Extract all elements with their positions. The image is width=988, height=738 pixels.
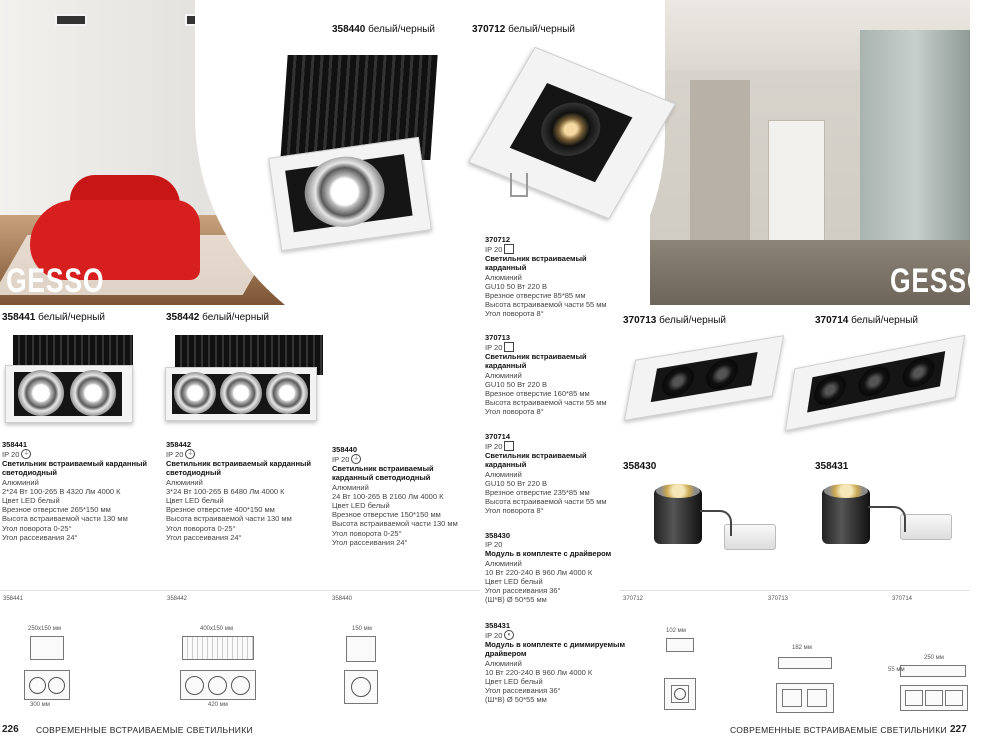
spec-code: 358441 [2,440,28,449]
spec-line: Цвет LED белый [485,677,543,687]
fixture-frame [468,47,676,219]
drawing-top-view [30,636,64,660]
cable [868,506,906,532]
product-title-358440: 358440 белый/черный [332,24,436,35]
spec-line: Врезное отверстие 235*85 мм [485,488,590,498]
drawing-inner-square [925,690,943,706]
product-title-370712: 370712 белый/черный [472,24,576,35]
fixture-image-370713 [625,335,780,425]
dim-label: 420 мм [208,702,228,708]
led-lens [656,484,700,498]
spec-line: Алюминий [485,558,522,568]
ceiling-spot [55,14,87,26]
drawing-side-view [666,638,694,652]
ip-rating: IP 20 [485,342,620,352]
drawing-358442 [170,626,260,710]
cable [700,510,732,536]
drawing-inner-square [807,689,827,707]
lens-ring [70,370,116,416]
drawing-front-view [900,685,968,711]
dim-label: 250 мм [924,655,944,661]
spec-block-358440 [332,445,472,547]
drawing-370714 [888,655,970,715]
square-icon [504,441,514,451]
drawing-top-view [182,636,254,660]
glass-partition [860,30,970,260]
drawing-label: 370714 [892,596,913,602]
spec-line: Угол поворота 0-25° [332,528,402,538]
ip-rating: IP 20 ◐ [485,630,625,640]
spec-line: Алюминий [332,482,369,492]
spec-line: (Ш*В) Ø 50*55 мм [485,695,547,705]
spec-line: Угол рассеивания 24° [166,532,242,542]
module-image-358430 [650,480,780,575]
square-icon [504,342,514,352]
spec-line: (Ш*В) Ø 50*55 мм [485,595,547,605]
spec-line: Врезное отверстие 85*85 мм [485,291,586,301]
ip-rating: IP 20 [485,540,503,550]
spec-line: Алюминий [485,370,522,380]
spec-line: Высота встраиваемой части 130 мм [2,514,128,524]
drawing-label: 370713 [768,596,789,602]
spec-code: 370712 [485,235,511,244]
fixture-frame [624,335,784,421]
spec-line: Алюминий [485,272,522,282]
spec-line: Алюминий [485,469,522,479]
fixture-image-370712 [486,45,666,225]
spec-line: 24 Вт 100-265 В 2160 Лм 4000 К [332,491,444,501]
spec-code: 370714 [485,432,511,441]
fixture-frame [785,335,965,431]
square-icon [504,244,514,254]
drawing-circle [674,688,686,700]
spec-name: Светильник встраиваемый карданный [485,451,587,470]
lens-ring [266,372,308,414]
fixture-frame [165,367,317,421]
product-title-358441: 358441 белый/черный [2,312,106,323]
ip-rating: IP 20 ⏚ [166,449,194,459]
spec-line: 10 Вт 220-240 В 960 Лм 4000 К [485,567,593,577]
fixture-frame [5,365,133,423]
interior-photo-right [650,0,970,305]
dim-label: 55 мм [888,667,905,673]
ground-icon: ⏚ [23,451,30,458]
spec-line: 10 Вт 220-240 В 960 Лм 4000 К [485,667,593,677]
ip-rating: IP 20 ⏚ [332,454,360,464]
spec-line: Врезное отверстие 160*85 мм [485,389,590,399]
lens-ring [18,370,64,416]
spec-block-358431 [485,621,625,705]
spring-clip [510,173,528,197]
ground-icon: ⏚ [187,451,194,458]
drawing-front-view [344,670,378,704]
drawing-label: 358441 [3,596,24,602]
spec-block-358441 [2,440,162,542]
page-number-right: 227 [950,724,967,735]
fixture-image-358440 [270,55,450,245]
led-lens [824,484,868,498]
spec-line: GU10 50 Вт 220 В [485,379,547,389]
spec-line: Угол поворота 8° [485,506,544,516]
spec-line: Высота встраиваемой части 55 мм [485,497,607,507]
footer-section-right: СОВРЕМЕННЫЕ ВСТРАИВАЕМЫЕ СВЕТИЛЬНИКИ [730,725,947,735]
product-title-358430: 358430 [623,461,657,472]
brand-title-right: GESSO [890,262,988,300]
spec-line: Врезное отверстие 400*150 мм [166,505,275,515]
spec-block-370712 [485,235,620,319]
fixture-image-370714 [790,335,960,435]
spec-code: 358442 [166,440,192,449]
fixture-image-358441 [5,335,135,425]
spec-line: Алюминий [485,658,522,668]
product-title-370714: 370714 белый/черный [815,315,919,326]
spec-line: Угол рассеивания 36° [485,586,561,596]
dim-label: 300 мм [30,702,50,708]
dim-label: 150 мм [352,626,372,632]
spec-line: Цвет LED белый [2,496,60,506]
page-number-left: 226 [2,724,19,735]
drawings-divider-right [620,590,970,591]
drawing-circle [208,676,227,695]
drawing-inner-square [905,690,923,706]
drawing-370713 [768,645,838,715]
ip-rating: IP 20 ⏚ [2,449,30,459]
dim-label: 102 мм [666,628,686,634]
spec-line: Угол поворота 8° [485,407,544,417]
spec-line: Угол рассеивания 24° [2,532,78,542]
drawing-inner-square [782,689,802,707]
drawing-circle [351,677,371,697]
drawing-side-view [900,665,966,677]
drawing-side-view [778,657,832,669]
spec-code: 358431 [485,621,511,630]
dim-label: 250x150 мм [28,626,61,632]
spec-line: GU10 50 Вт 220 В [485,478,547,488]
drawing-top-view [346,636,376,662]
spec-line: Высота встраиваемой части 130 мм [166,514,292,524]
drawing-label: 358442 [167,596,188,602]
drawing-front-view [776,683,834,713]
spec-code: 370713 [485,333,511,342]
spec-line: Алюминий [2,477,39,487]
drawings-divider-left [0,590,480,591]
drawing-circle [29,677,46,694]
brand-title-left: GESSO [6,262,105,300]
fixture-image-358442 [165,335,325,425]
drawing-label: 370712 [623,596,644,602]
spec-line: Угол поворота 0-25° [2,523,72,533]
spec-line: Высота встраиваемой части 55 мм [485,300,607,310]
spec-block-358430 [485,531,625,605]
dim-label: 182 мм [792,645,812,651]
drawing-inner-square [671,685,689,703]
spec-line: Высота встраиваемой части 55 мм [485,398,607,408]
spec-code: 358440 [332,445,358,454]
module-image-358431 [818,480,958,575]
drawing-circle [48,677,65,694]
spec-name: Светильник встраиваемый карданный [485,254,587,273]
spec-line: Высота встраиваемой части 130 мм [332,519,458,529]
spec-name: Модуль в комплекте с диммируемым драйвером [485,640,626,659]
spec-line: Врезное отверстие 150*150 мм [332,510,441,520]
drawing-358441 [10,626,70,710]
spec-line: Цвет LED белый [485,577,543,587]
spec-line: Цвет LED белый [332,501,390,511]
ip-rating: IP 20 [485,441,620,451]
spec-line: GU10 50 Вт 220 В [485,281,547,291]
spec-name: Светильник встраиваемый карданный [485,352,587,371]
spec-name: Светильник встраиваемый карданный светодиодный [166,459,311,478]
drawing-front-view [664,678,696,710]
lens-ring [220,372,262,414]
dim-label: 400x150 мм [200,626,233,632]
drawing-front-view [24,670,70,700]
drawing-inner-square [945,690,963,706]
product-title-358442: 358442 белый/черный [166,312,270,323]
spec-name: Светильник встраиваемый карданный светодиодный [332,464,434,483]
wall-panel [690,80,750,250]
ip-rating: IP 20 [485,244,620,254]
spec-code: 358430 [485,531,511,540]
spec-line: Алюминий [166,477,203,487]
drawing-370712 [660,630,720,710]
dimmer-icon: ◐ [504,630,514,640]
ground-icon: ⏚ [353,456,360,463]
spec-block-358442 [166,440,326,542]
lens-ring [174,372,216,414]
spec-line: Угол поворота 0-25° [166,523,236,533]
product-title-358431: 358431 [815,461,849,472]
spec-line: 3*24 Вт 100-265 В 6480 Лм 4000 К [166,486,285,496]
drawing-label: 358440 [332,596,353,602]
drawing-358440 [340,626,390,710]
drawing-circle [185,676,204,695]
driver-box [900,514,952,540]
spec-line: Врезное отверстие 265*150 мм [2,505,111,515]
drawing-circle [231,676,250,695]
spec-block-370714 [485,432,620,516]
spec-line: Цвет LED белый [166,496,224,506]
footer-section-left: СОВРЕМЕННЫЕ ВСТРАИВАЕМЫЕ СВЕТИЛЬНИКИ [36,725,253,735]
spec-block-370713 [485,333,620,417]
spec-line: Угол рассеивания 24° [332,537,408,547]
fixture-frame [268,137,432,251]
spec-line: 2*24 Вт 100-265 В 4320 Лм 4000 К [2,486,121,496]
spec-line: Угол поворота 8° [485,309,544,319]
spec-name: Светильник встраиваемый карданный светодиодный [2,459,147,478]
drawing-front-view [180,670,256,700]
product-title-370713: 370713 белый/черный [623,315,727,326]
spec-line: Угол рассеивания 36° [485,686,561,696]
door [768,120,825,242]
spec-name: Модуль в комплекте с драйвером [485,549,612,559]
